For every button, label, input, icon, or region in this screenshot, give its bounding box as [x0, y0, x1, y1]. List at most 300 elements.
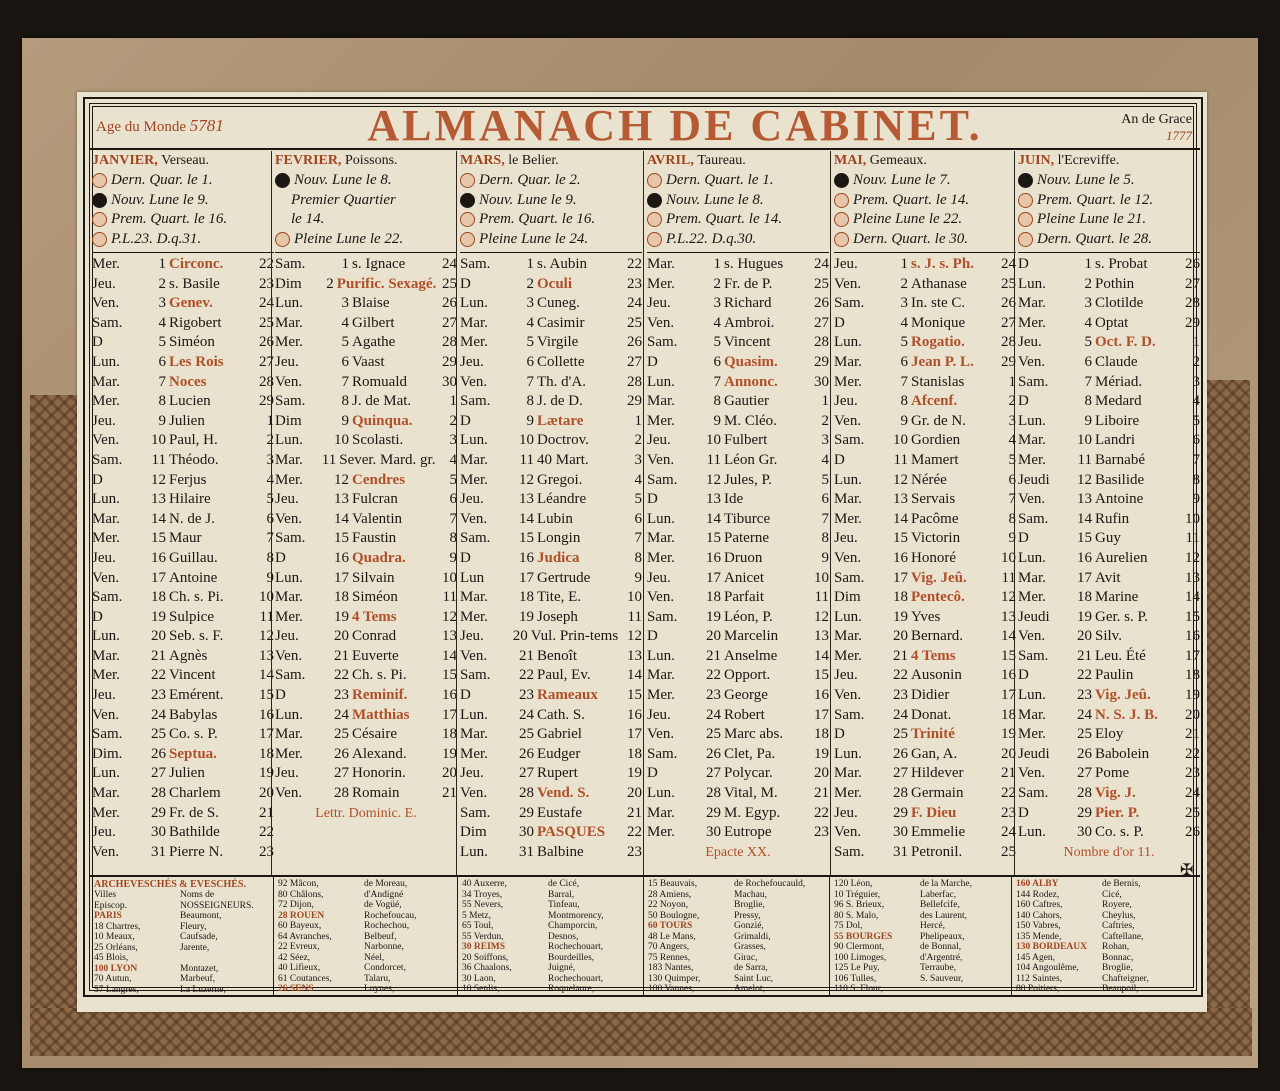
saint-name: Eutrope — [724, 824, 772, 841]
bishop-name: Cheylus, — [1102, 910, 1136, 921]
moon-phase — [92, 230, 274, 250]
day-row — [1018, 392, 1200, 412]
diocese-line — [648, 942, 826, 953]
moon-age: 2 — [634, 432, 642, 449]
saint-name: Fulcran — [352, 491, 398, 508]
day-number: 17 — [1077, 569, 1092, 586]
moon-age: 3 — [634, 451, 642, 468]
weekday: Lun. — [275, 569, 303, 586]
bishop-name — [180, 953, 272, 964]
moon-age: 14 — [1185, 589, 1200, 606]
new-moon-icon — [460, 193, 475, 208]
day-number: 23 — [706, 687, 721, 704]
day-number: 16 — [706, 549, 721, 566]
last-quarter-moon-icon — [834, 232, 849, 247]
diocese-line — [462, 942, 640, 953]
day-row — [460, 314, 642, 334]
saint-name: Léandre — [537, 491, 587, 508]
moon-age: 2 — [266, 432, 274, 449]
day-row — [275, 784, 457, 804]
saint-name: Jean P. L. — [911, 353, 974, 370]
moon-age: 18 — [1185, 667, 1200, 684]
weekday: Lun. — [1018, 275, 1046, 292]
day-number: 21 — [1077, 647, 1092, 664]
moon-age: 12 — [259, 628, 274, 645]
day-row — [834, 706, 1016, 726]
weekday: Ven. — [647, 314, 675, 331]
day-number: 31 — [151, 843, 166, 860]
saint-name: Claude — [1095, 353, 1138, 370]
weekday: D — [647, 628, 658, 645]
new-moon-icon — [834, 173, 849, 188]
day-number: 2 — [900, 275, 908, 292]
day-row — [647, 412, 829, 432]
saint-name: Germain — [911, 785, 964, 802]
moon-age: 13 — [1185, 569, 1200, 586]
moon-age: 27 — [627, 353, 642, 370]
day-row — [834, 451, 1016, 471]
weekday: Jeu. — [647, 569, 671, 586]
saint-name: Balbine — [537, 843, 584, 860]
day-number: 11 — [151, 451, 166, 468]
saint-name: Romain — [352, 785, 400, 802]
weekday: Jeu. — [460, 353, 484, 370]
day-number: 24 — [706, 706, 721, 723]
day-number: 20 — [512, 628, 528, 645]
day-number: 27 — [519, 765, 534, 782]
diocese-line — [1016, 900, 1194, 911]
day-row — [275, 412, 457, 432]
day-row — [275, 333, 457, 353]
moon-age: 28 — [814, 334, 829, 351]
saint-name: Victorin — [911, 530, 961, 547]
weekday: D — [647, 491, 658, 508]
day-row — [1018, 725, 1200, 745]
moon-age: 2 — [1192, 353, 1200, 370]
saint-name: F. Dieu — [911, 804, 957, 821]
moon-age: 23 — [1001, 804, 1016, 821]
moon-age: 21 — [814, 785, 829, 802]
saint-name: 40 Mart. — [537, 451, 589, 468]
last-quarter-moon-icon — [647, 173, 662, 188]
moon-phase — [92, 210, 274, 230]
diocese-city: 20 Soiffons, — [462, 952, 509, 963]
moon-age: 8 — [449, 530, 457, 547]
saint-name: Hildever — [911, 765, 964, 782]
day-number: 15 — [706, 530, 721, 547]
bishop-name: La Luzerne, — [180, 984, 226, 995]
diocese-line — [278, 963, 456, 974]
moon-age: 17 — [259, 726, 274, 743]
saint-name: Bathilde — [169, 824, 220, 841]
moon-phase-text: P.L.23. D.q.31. — [111, 230, 202, 247]
weekday: Lun. — [275, 432, 303, 449]
diocese-city: 22 Evreux, — [278, 942, 320, 952]
diocese-line — [94, 932, 272, 943]
weekday: Ven. — [92, 295, 120, 312]
day-list — [92, 252, 274, 862]
bishop-name: de Bernis, — [1102, 879, 1141, 889]
day-number: 7 — [158, 373, 166, 390]
first-quarter-moon-icon — [834, 193, 849, 208]
day-number: 26 — [893, 745, 908, 762]
day-row — [647, 529, 829, 549]
moon-age: 17 — [1001, 687, 1016, 704]
day-number: 10 — [519, 432, 534, 449]
diocese-city: 160 ALBY — [1016, 879, 1059, 889]
moon-age: 4 — [821, 451, 829, 468]
full-moon-icon — [1018, 212, 1033, 227]
day-row — [834, 569, 1016, 589]
day-number: 1 — [713, 256, 721, 272]
day-row — [1018, 666, 1200, 686]
weekday: Mar. — [275, 314, 303, 331]
saint-name: Jules, P. — [724, 471, 772, 488]
day-row — [647, 255, 829, 275]
weekday: Ven. — [460, 510, 488, 527]
saint-name: Yves — [911, 608, 941, 625]
day-number: 28 — [1077, 785, 1092, 802]
day-row — [647, 569, 829, 589]
day-row — [647, 471, 829, 491]
moon-phase — [275, 171, 457, 191]
saint-name: Les Rois — [169, 353, 224, 370]
bishop-name: Tinfeau, — [548, 900, 580, 910]
moon-age: 15 — [442, 667, 457, 684]
day-row — [460, 412, 642, 432]
bishop-name: Rohan, — [1102, 942, 1130, 952]
diocese-city: 70 Angers, — [648, 942, 690, 952]
weekday: Sam. — [647, 471, 678, 488]
weekday: Mer. — [275, 334, 303, 351]
day-row — [275, 471, 457, 491]
bishop-name: Amelot, — [734, 984, 765, 994]
day-row — [92, 333, 274, 353]
moon-phase — [275, 230, 457, 250]
diocese-divider — [643, 877, 644, 995]
moon-age: 22 — [814, 804, 829, 821]
day-number: 26 — [151, 745, 166, 762]
moon-phase — [647, 230, 829, 250]
saint-name: Tite, E. — [537, 589, 582, 606]
saint-name: Stanislas — [911, 373, 965, 390]
diocese-line — [834, 932, 1012, 943]
saint-name: Charlem — [169, 785, 221, 802]
diocese-city: 110 S. Flour, — [834, 984, 883, 994]
saint-name: Genev. — [169, 295, 213, 312]
day-row — [834, 294, 1016, 314]
day-list — [834, 252, 1016, 862]
moon-age: 8 — [266, 549, 274, 566]
bishop-name: Juigné, — [548, 963, 576, 973]
moon-phase-text: Nouv. Lune le 7. — [853, 172, 951, 188]
diocese-divider — [1011, 877, 1012, 995]
saint-name: Quasim. — [724, 353, 778, 370]
saint-name: Gautier — [724, 393, 769, 410]
saint-name: Gan, A. — [911, 745, 958, 762]
day-number: 19 — [1077, 608, 1092, 625]
moon-age: 26 — [442, 295, 457, 312]
saint-name: Seb. s. F. — [169, 628, 224, 645]
weekday: Mar. — [275, 451, 303, 468]
saint-name: Quinqua. — [352, 412, 413, 429]
saint-name: Pierre N. — [169, 843, 224, 860]
saint-name: Rupert — [537, 765, 578, 782]
month-header — [460, 151, 642, 171]
saint-name: Rigobert — [169, 314, 222, 331]
diocese-line — [94, 890, 272, 901]
moon-age: 14 — [627, 667, 642, 684]
month-name: JANVIER, — [92, 153, 162, 168]
day-number: 23 — [519, 687, 534, 704]
day-number: 26 — [706, 745, 721, 762]
weekday: Jeu. — [834, 667, 858, 684]
day-number: 30 — [519, 824, 534, 841]
diocese-city: 100 Limoges, — [834, 952, 887, 963]
diocese-city: 183 Nantes, — [648, 963, 694, 973]
moon-age: 13 — [627, 647, 642, 664]
bishop-name: Grimaldi, — [734, 931, 771, 942]
day-row — [460, 647, 642, 667]
saint-name: Ide — [724, 491, 744, 508]
diocese-column — [94, 879, 272, 993]
day-row — [1018, 647, 1200, 667]
day-number: 10 — [1077, 432, 1092, 449]
moon-age: 24 — [627, 295, 642, 312]
moon-age: 20 — [1001, 745, 1016, 762]
month-header — [92, 151, 274, 171]
zodiac-sign: Taureau. — [697, 153, 746, 168]
day-row — [460, 784, 642, 804]
diocese-city: 100 LYON — [94, 963, 138, 974]
moon-phase — [647, 210, 829, 230]
day-row — [647, 706, 829, 726]
day-number: 7 — [526, 373, 534, 390]
diocese-city: 80 Châlons, — [278, 889, 324, 900]
day-number: 24 — [1077, 706, 1092, 723]
day-number: 5 — [341, 334, 349, 351]
saint-name: Maur — [169, 530, 202, 547]
day-row — [647, 549, 829, 569]
moon-age: 27 — [259, 353, 274, 370]
day-row — [275, 647, 457, 667]
day-row — [647, 608, 829, 628]
day-row — [834, 745, 1016, 765]
moon-age: 26 — [259, 334, 274, 351]
day-number: 15 — [893, 530, 908, 547]
day-row — [647, 353, 829, 373]
day-number: 25 — [1077, 726, 1092, 743]
diocese-line — [1016, 984, 1194, 995]
full-moon-icon — [92, 232, 107, 247]
day-row — [275, 255, 457, 275]
month-column — [92, 151, 274, 875]
diocese-city: 112 Saintes, — [1016, 973, 1063, 984]
day-number: 19 — [706, 608, 721, 625]
day-number: 11 — [706, 451, 721, 468]
day-row — [647, 764, 829, 784]
saint-name: Liboire — [1095, 412, 1140, 429]
bishop-name: de Moreau, — [364, 879, 408, 889]
bishop-name: Talaru, — [364, 973, 391, 984]
diocese-city: 130 Quimper, — [648, 973, 701, 984]
moon-age: 25 — [442, 275, 457, 292]
weekday: Mer. — [92, 804, 120, 821]
diocese-line — [1016, 921, 1194, 932]
moon-age: 3 — [266, 451, 274, 468]
day-number: 24 — [151, 706, 166, 723]
day-row — [275, 490, 457, 510]
saint-name: Judica — [537, 549, 580, 566]
day-number: 29 — [893, 804, 908, 821]
diocese-line — [94, 911, 272, 922]
moon-age: 7 — [634, 530, 642, 547]
day-number: 7 — [713, 373, 721, 390]
weekday: Sam. — [275, 667, 306, 684]
weekday: Mer. — [1018, 314, 1046, 331]
day-row — [460, 431, 642, 451]
moon-age: 10 — [259, 589, 274, 606]
diocese-line — [834, 879, 1012, 890]
weekday: Jeu. — [92, 824, 116, 841]
saint-name: Eloy — [1095, 726, 1124, 743]
new-moon-icon — [1018, 173, 1033, 188]
saint-name: Siméon — [169, 334, 215, 351]
diocese-line — [648, 963, 826, 974]
day-number: 4 — [900, 314, 908, 331]
moon-age: 21 — [627, 804, 642, 821]
day-row — [834, 490, 1016, 510]
diocese-line — [462, 963, 640, 974]
saint-name: Antoine — [169, 569, 218, 586]
diocese-city: 55 Nevers, — [462, 900, 504, 910]
diocese-line — [94, 974, 272, 985]
diocese-city: 70 Autun, — [94, 974, 132, 984]
weekday: Mer. — [1018, 451, 1046, 468]
moon-age: 16 — [259, 706, 274, 723]
moon-phase-text: Dern. Quart. le 28. — [1037, 230, 1152, 247]
day-row — [275, 353, 457, 373]
diocese-line — [94, 953, 272, 964]
day-number: 8 — [1084, 393, 1092, 410]
diocese-city: 60 TOURS — [648, 921, 693, 931]
day-number: 6 — [341, 353, 349, 370]
saint-name: Honoré — [911, 549, 956, 566]
weekday: Sam. — [460, 667, 491, 684]
weekday: Jeu. — [834, 530, 858, 547]
weekday: Jeu. — [92, 275, 116, 292]
day-row — [92, 627, 274, 647]
moon-phase-text: le 14. — [291, 211, 325, 227]
moon-age: 20 — [627, 785, 642, 802]
moon-age: 19 — [442, 745, 457, 762]
day-row — [834, 549, 1016, 569]
bishop-name: Phelipeaux, — [920, 931, 965, 942]
weekday: Jeu. — [92, 412, 116, 429]
saint-name: Ambroi. — [724, 314, 775, 331]
weekday: Lun — [460, 569, 485, 586]
day-row — [647, 627, 829, 647]
month-footer: Nombre d'or 11. — [1063, 844, 1155, 860]
day-number: 4 — [158, 314, 166, 331]
day-row — [92, 686, 274, 706]
saint-name: Trinité — [911, 726, 955, 743]
moon-phase-text: Prem. Quart. le 16. — [111, 211, 228, 227]
moon-age: 28 — [627, 373, 642, 390]
weekday: Mer. — [92, 667, 120, 684]
day-number: 15 — [519, 530, 534, 547]
weekday: Mar. — [92, 785, 120, 802]
diocese-city: 90 Clermont, — [834, 942, 885, 952]
weekday: D — [460, 412, 471, 429]
diocese-city: 22 Noyon, — [648, 900, 689, 910]
moon-age: 21 — [1001, 765, 1016, 782]
moon-phase-text: Pleine Lune le 22. — [853, 211, 963, 227]
day-row — [834, 314, 1016, 334]
saint-name: Hilaire — [169, 491, 211, 508]
diocese-city: 50 Boulogne, — [648, 910, 700, 921]
weekday: Ven. — [647, 589, 675, 606]
moon-age: 13 — [1001, 608, 1016, 625]
saint-name: Eustafe — [537, 804, 582, 821]
moon-age: 15 — [259, 687, 274, 704]
day-row — [1018, 333, 1200, 353]
moon-age: 20 — [1185, 706, 1200, 723]
moon-age: 4 — [1192, 393, 1200, 410]
saint-name: Quadra. — [352, 549, 406, 566]
first-quarter-moon-icon — [92, 212, 107, 227]
diocese-line — [94, 985, 272, 996]
day-number: 5 — [158, 334, 166, 351]
day-number: 20 — [893, 628, 908, 645]
day-row — [92, 745, 274, 765]
moon-age: 7 — [449, 510, 457, 527]
saint-name: Faustin — [352, 530, 397, 547]
day-number: 18 — [334, 589, 349, 606]
weekday: Mar. — [647, 256, 675, 272]
diocese-line — [1016, 911, 1194, 922]
bishop-name: Desnos, — [548, 931, 579, 942]
diocese-city: 55 BOURGES — [834, 931, 893, 942]
day-number: 9 — [900, 412, 908, 429]
weekday: Sam. — [1018, 373, 1049, 390]
weekday: Ven. — [647, 726, 675, 743]
saint-name: Césaire — [352, 726, 397, 743]
day-number: 3 — [526, 295, 534, 312]
moon-age: 17 — [1185, 647, 1200, 664]
saint-name: Rufin — [1095, 510, 1130, 527]
diocese-city: 135 Mende, — [1016, 931, 1062, 942]
day-row — [647, 275, 829, 295]
saint-name: Cath. S. — [537, 706, 585, 723]
moon-age: 11 — [442, 589, 457, 606]
moon-age: 27 — [1001, 314, 1016, 331]
moon-age: 18 — [814, 726, 829, 743]
diocese-city: 150 Vabres, — [1016, 921, 1061, 931]
bishop-name: des Laurent, — [920, 910, 967, 921]
saint-name: Vital, M. — [724, 785, 778, 802]
column-divider — [271, 151, 272, 875]
diocese-city: 36 Chaalons, — [462, 963, 512, 973]
saint-name: Aurelien — [1095, 549, 1148, 566]
weekday: Ven. — [834, 275, 862, 292]
moon-age: 10 — [1185, 510, 1200, 527]
diocese-line — [834, 921, 1012, 932]
weekday: D — [1018, 667, 1029, 684]
day-number: 21 — [706, 647, 721, 664]
diocese-line — [834, 974, 1012, 985]
moon-age: 24 — [1185, 785, 1200, 802]
